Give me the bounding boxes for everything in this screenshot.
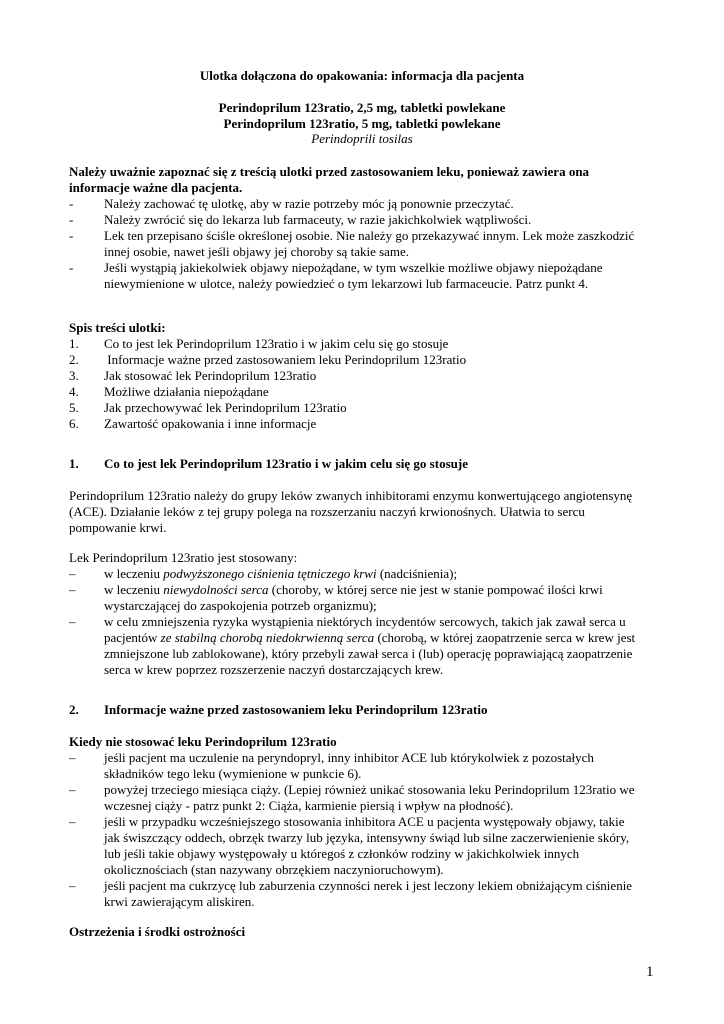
toc-item: Możliwe działania niepożądane: [104, 384, 269, 399]
intro-item: Jeśli wystąpią jakiekolwiek objawy niepożądane, w tym wszelkie możliwe objawy niepożądane: [104, 260, 603, 275]
intro-item: Należy zachować tę ulotkę, aby w razie potrzeby móc ją ponownie przeczytać.: [104, 196, 514, 211]
dash-mark: –: [69, 878, 76, 893]
product-name-2-5mg: Perindoprilum 123ratio, 2,5 mg, tabletki powlekane: [218, 100, 506, 115]
contraindication-item: jeśli w przypadku wcześniejszego stosowania inhibitora ACE u pacjenta występowały objawy, takie: [104, 814, 625, 829]
contraindications-heading: Kiedy nie stosować leku Perindoprilum 123ratio: [69, 734, 337, 749]
toc-item: Zawartość opakowania i inne informacje: [104, 416, 317, 431]
contraindication-item-cont: jak świszczący oddech, obrzęk twarzy lub języka, intensywny świąd lub silne zaczerwienienie skóry,: [104, 830, 630, 845]
usage-item-cont: pacjentów ze stabilną chorobą niedokrwienną serca (chorobą, w której zaopatrzenie serca w krew jest: [104, 630, 636, 645]
section-2-heading: Informacje ważne przed zastosowaniem leku Perindoprilum 123ratio: [104, 702, 488, 717]
dash-mark: –: [69, 750, 76, 765]
bullet-mark: -: [69, 196, 74, 211]
intro-item: Lek ten przepisano ściśle określonej osobie. Nie należy go przekazywać innym. Lek może zaszkodzić: [104, 228, 635, 243]
section-1-paragraph: Perindoprilum 123ratio należy do grupy leków zwanych inhibitorami enzymu konwertującego angiotensynę: [69, 488, 633, 503]
usage-item-hypertension: w leczeniu podwyższonego ciśnienia tętniczego krwi (nadciśnienia);: [104, 566, 458, 581]
intro-item-cont: niewymienione w ulotce, należy powiedzieć o tym lekarzowi lub farmaceucie. Patrz punkt 4.: [104, 276, 589, 291]
dash-mark: –: [69, 566, 76, 581]
section-2-num: 2.: [69, 702, 79, 717]
contraindication-item: jeśli pacjent ma cukrzycę lub zaburzenia czynności nerek i jest leczony lekiem obniżającym ciśnienie: [104, 878, 633, 893]
toc-num: 1.: [69, 336, 79, 351]
page-number: 1: [646, 964, 654, 980]
dash-mark: –: [69, 582, 76, 597]
section-1-paragraph: (ACE). Działanie leków z tej grupy polega na rozszerzaniu naczyń krwionośnych. Ułatwia to sercu: [69, 504, 585, 519]
section-1-heading: Co to jest lek Perindoprilum 123ratio i w jakim celu się go stosuje: [104, 456, 468, 471]
bullet-mark: -: [69, 260, 74, 275]
toc-num: 3.: [69, 368, 79, 383]
dash-mark: –: [69, 782, 76, 797]
toc-item: Jak przechowywać lek Perindoprilum 123ratio: [104, 400, 347, 415]
contraindication-item: powyżej trzeciego miesiąca ciąży. (Lepiej również unikać stosowania leku Perindoprilum 123ratio we: [104, 782, 635, 797]
intro-warning-line: Należy uważnie zapoznać się z treścią ulotki przed zastosowaniem leku, ponieważ zawiera ona: [69, 164, 590, 179]
intro-warning-line: informacje ważne dla pacjenta.: [69, 180, 243, 195]
toc-num: 2.: [69, 352, 79, 367]
usage-item-cont: wystarczającej do zaspokojenia potrzeb organizmu);: [104, 598, 377, 613]
section-1-num: 1.: [69, 456, 79, 471]
intro-item: Należy zwrócić się do lekarza lub farmaceuty, w razie jakichkolwiek wątpliwości.: [104, 212, 532, 227]
document-title: Ulotka dołączona do opakowania: informacja dla pacjenta: [199, 68, 525, 83]
toc-heading: Spis treści ulotki:: [69, 320, 166, 335]
contraindication-item-cont: wczesnej ciąży - patrz punkt 2: Ciąża, karmienie piersią i wpływ na płodność).: [104, 798, 514, 813]
bullet-mark: -: [69, 228, 74, 243]
toc-num: 5.: [69, 400, 79, 415]
toc-item: Informacje ważne przed zastosowaniem leku Perindoprilum 123ratio: [104, 352, 467, 367]
usage-item-heart-failure: w leczeniu niewydolności serca (choroby, w której serce nie jest w stanie pompować ilości krwi: [104, 582, 603, 597]
section-1-paragraph: pompowanie krwi.: [69, 520, 167, 535]
bullet-mark: -: [69, 212, 74, 227]
contraindication-item-cont: okolicznościach (stan nazywany obrzękiem naczynioruchowym).: [104, 862, 444, 877]
intro-item-cont: innej osobie, nawet jeśli objawy jej choroby są takie same.: [104, 244, 410, 259]
active-substance: Perindoprili tosilas: [311, 131, 413, 146]
product-name-5mg: Perindoprilum 123ratio, 5 mg, tabletki powlekane: [223, 116, 501, 131]
dash-mark: –: [69, 614, 76, 629]
toc-num: 4.: [69, 384, 79, 399]
usage-item-cardiac-risk: w celu zmniejszenia ryzyka wystąpienia niektórych incydentów sercowych, takich jak zawał serca u: [104, 614, 626, 629]
toc-num: 6.: [69, 416, 79, 431]
usage-intro: Lek Perindoprilum 123ratio jest stosowany:: [69, 550, 298, 565]
contraindication-item-cont: krwi zawierającym aliskiren.: [104, 894, 255, 909]
warnings-heading: Ostrzeżenia i środki ostrożności: [69, 924, 246, 939]
usage-item-cont: zmniejszone lub zablokowane), który przebyli zawał serca i (lub) operację poprawiającą zaopatrzenie: [104, 646, 633, 661]
dash-mark: –: [69, 814, 76, 829]
contraindication-item-cont: składników tego leku (wymienione w punkcie 6).: [104, 766, 362, 781]
toc-item: Jak stosować lek Perindoprilum 123ratio: [104, 368, 317, 383]
contraindication-item: jeśli pacjent ma uczulenie na peryndopryl, inny inhibitor ACE lub którykolwiek z pozostałych: [104, 750, 594, 765]
contraindication-item-cont: lub jeśli takie objawy występowały u któregoś z członków rodziny w jakichkolwiek innych: [104, 846, 580, 861]
toc-item: Co to jest lek Perindoprilum 123ratio i w jakim celu się go stosuje: [104, 336, 449, 351]
usage-item-cont: serca w krew poprzez rozszerzenie naczyń dostarczających krew.: [104, 662, 444, 677]
